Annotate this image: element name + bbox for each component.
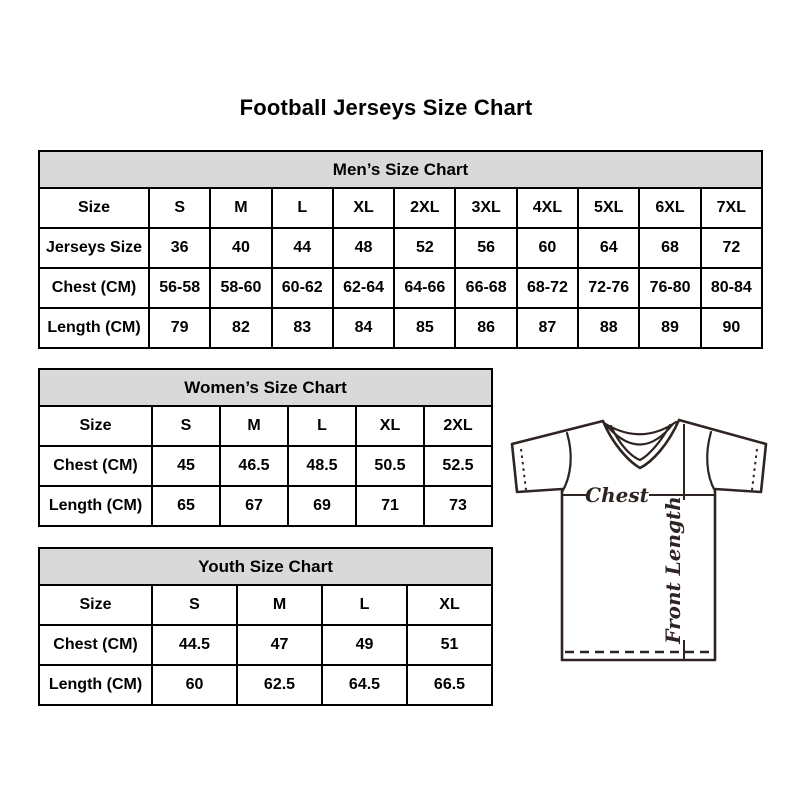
cell-value: 87 xyxy=(517,308,578,348)
row-label: Size xyxy=(39,406,152,446)
cell-value: 67 xyxy=(220,486,288,526)
cell-value: 60 xyxy=(152,665,237,705)
table-title-row xyxy=(39,151,762,188)
table-row xyxy=(39,188,762,228)
cell-value: 62-64 xyxy=(333,268,394,308)
cell-value: 7XL xyxy=(701,188,762,228)
jersey-measurement-diagram xyxy=(498,406,780,674)
cell-value: 4XL xyxy=(517,188,578,228)
cell-value: 83 xyxy=(272,308,333,348)
cell-value: 68-72 xyxy=(517,268,578,308)
cell-value: 65 xyxy=(152,486,220,526)
table-row xyxy=(39,486,492,526)
cell-value: 66-68 xyxy=(455,268,516,308)
cell-value: 79 xyxy=(149,308,210,348)
table-row xyxy=(39,446,492,486)
cell-value: S xyxy=(149,188,210,228)
cell-value: L xyxy=(272,188,333,228)
cell-value: 68 xyxy=(639,228,700,268)
cell-value: S xyxy=(152,406,220,446)
table-title-row xyxy=(39,369,492,406)
cell-value: 64 xyxy=(578,228,639,268)
cell-value: 73 xyxy=(424,486,492,526)
cell-value: 66.5 xyxy=(407,665,492,705)
cell-value: 47 xyxy=(237,625,322,665)
row-label: Length (CM) xyxy=(39,308,149,348)
cell-value: L xyxy=(322,585,407,625)
row-label: Length (CM) xyxy=(39,665,152,705)
cell-value: XL xyxy=(407,585,492,625)
jersey-outline-shape xyxy=(512,420,766,660)
cell-value: 56-58 xyxy=(149,268,210,308)
cell-value: 56 xyxy=(455,228,516,268)
cell-value: 60 xyxy=(517,228,578,268)
cell-value: 64.5 xyxy=(322,665,407,705)
table-row xyxy=(39,585,492,625)
cell-value: 72-76 xyxy=(578,268,639,308)
row-label: Size xyxy=(39,585,152,625)
cell-value: 50.5 xyxy=(356,446,424,486)
cell-value: 46.5 xyxy=(220,446,288,486)
cell-value: 2XL xyxy=(424,406,492,446)
table-title: Women’s Size Chart xyxy=(39,369,492,406)
table-row xyxy=(39,665,492,705)
cell-value: 6XL xyxy=(639,188,700,228)
front-length-label: Front Length xyxy=(661,496,685,644)
cell-value: 49 xyxy=(322,625,407,665)
cell-value: 71 xyxy=(356,486,424,526)
cell-value: 58-60 xyxy=(210,268,271,308)
cell-value: 36 xyxy=(149,228,210,268)
cell-value: 52.5 xyxy=(424,446,492,486)
cell-value: M xyxy=(237,585,322,625)
youth-size-table xyxy=(38,547,493,706)
table-title: Men’s Size Chart xyxy=(39,151,762,188)
cell-value: 51 xyxy=(407,625,492,665)
cell-value: 52 xyxy=(394,228,455,268)
row-label: Chest (CM) xyxy=(39,625,152,665)
cell-value: 44 xyxy=(272,228,333,268)
table-row xyxy=(39,625,492,665)
cell-value: 40 xyxy=(210,228,271,268)
cell-value: 69 xyxy=(288,486,356,526)
cell-value: XL xyxy=(333,188,394,228)
cell-value: 3XL xyxy=(455,188,516,228)
cell-value: 64-66 xyxy=(394,268,455,308)
cell-value: 86 xyxy=(455,308,516,348)
cell-value: M xyxy=(220,406,288,446)
cell-value: 44.5 xyxy=(152,625,237,665)
cell-value: 2XL xyxy=(394,188,455,228)
table-title: Youth Size Chart xyxy=(39,548,492,585)
cell-value: 82 xyxy=(210,308,271,348)
row-label: Chest (CM) xyxy=(39,446,152,486)
row-label: Chest (CM) xyxy=(39,268,149,308)
cell-value: 88 xyxy=(578,308,639,348)
cell-value: M xyxy=(210,188,271,228)
cell-value: L xyxy=(288,406,356,446)
table-row xyxy=(39,406,492,446)
table-row xyxy=(39,308,762,348)
cell-value: 80-84 xyxy=(701,268,762,308)
table-row xyxy=(39,268,762,308)
cell-value: 48 xyxy=(333,228,394,268)
cell-value: 48.5 xyxy=(288,446,356,486)
cell-value: S xyxy=(152,585,237,625)
chest-label: Chest xyxy=(585,483,649,507)
cell-value: 90 xyxy=(701,308,762,348)
cell-value: 5XL xyxy=(578,188,639,228)
cell-value: 60-62 xyxy=(272,268,333,308)
cell-value: 45 xyxy=(152,446,220,486)
row-label: Jerseys Size xyxy=(39,228,149,268)
table-title-row xyxy=(39,548,492,585)
table-row xyxy=(39,228,762,268)
cell-value: 62.5 xyxy=(237,665,322,705)
cell-value: 76-80 xyxy=(639,268,700,308)
page-title: Football Jerseys Size Chart xyxy=(239,95,533,120)
cell-value: 84 xyxy=(333,308,394,348)
cell-value: XL xyxy=(356,406,424,446)
cell-value: 85 xyxy=(394,308,455,348)
womens-size-table xyxy=(38,368,493,527)
row-label: Size xyxy=(39,188,149,228)
mens-size-table xyxy=(38,150,763,349)
cell-value: 89 xyxy=(639,308,700,348)
row-label: Length (CM) xyxy=(39,486,152,526)
cell-value: 72 xyxy=(701,228,762,268)
